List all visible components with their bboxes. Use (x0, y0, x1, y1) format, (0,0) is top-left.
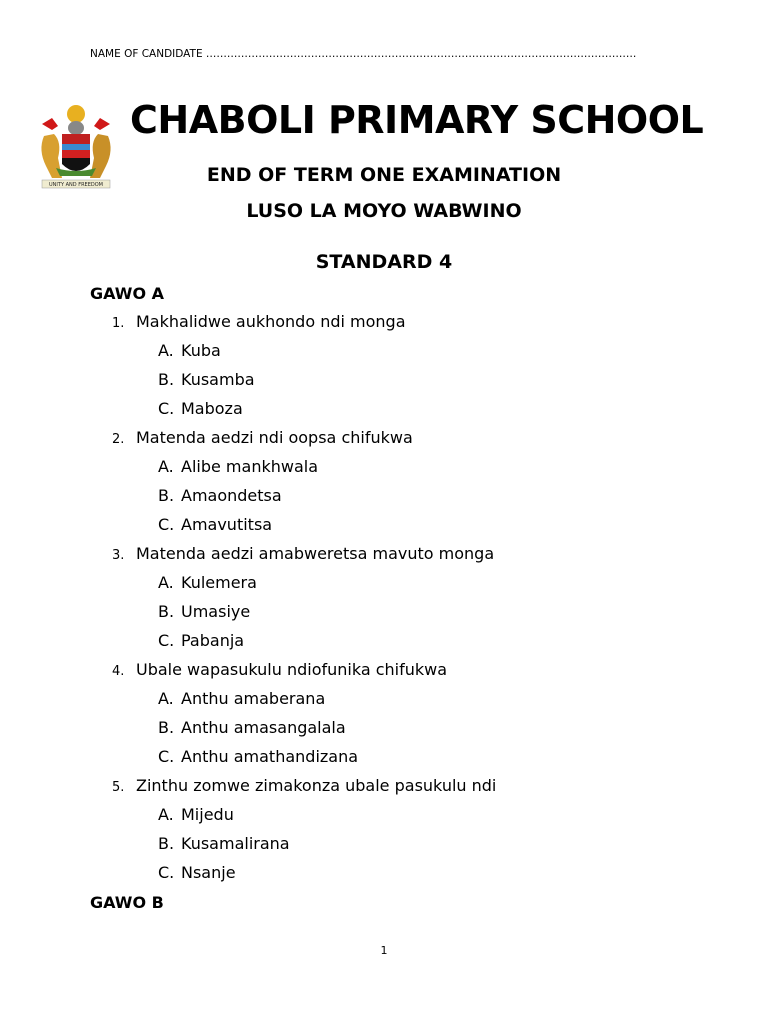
option-text: Kusamba (181, 370, 255, 389)
answer-option (158, 689, 325, 708)
candidate-name-line: NAME OF CANDIDATE …………………………………………………………………………………………………………… (90, 48, 637, 60)
option-letter: C. (158, 399, 175, 418)
option-letter: A. (158, 573, 174, 592)
option-text: Anthu amathandizana (181, 747, 359, 766)
question-number: 2. (112, 432, 125, 447)
option-letter: A. (158, 341, 174, 360)
answer-option (158, 863, 236, 882)
question-number: 1. (112, 316, 125, 331)
option-text: Mijedu (181, 805, 234, 824)
answer-option (158, 834, 290, 853)
option-text: Nsanje (181, 863, 236, 882)
option-letter: C. (158, 631, 175, 650)
answer-option (158, 573, 257, 592)
school-name: CHABOLI PRIMARY SCHOOL (130, 98, 704, 142)
option-letter: B. (158, 718, 175, 737)
answer-option (158, 631, 244, 650)
question-text: Matenda aedzi ndi oopsa chifukwa (136, 428, 413, 447)
answer-option (158, 805, 234, 824)
option-text: Maboza (181, 399, 243, 418)
option-text: Amaondetsa (181, 486, 282, 505)
question-item (112, 312, 406, 331)
question-number: 3. (112, 548, 125, 563)
answer-option (158, 718, 346, 737)
exam-title: END OF TERM ONE EXAMINATION (206, 164, 562, 186)
section-heading: GAWO A (90, 284, 164, 303)
standard-title: STANDARD 4 (315, 251, 453, 273)
option-letter: B. (158, 602, 175, 621)
subject-title: LUSO LA MOYO WABWINO (246, 200, 522, 222)
option-letter: B. (158, 370, 175, 389)
answer-option (158, 515, 272, 534)
option-letter: C. (158, 747, 175, 766)
option-letter: C. (158, 863, 175, 882)
question-text: Matenda aedzi amabweretsa mavuto monga (136, 544, 495, 563)
answer-option (158, 486, 282, 505)
question-item (112, 776, 496, 795)
question-text: Zinthu zomwe zimakonza ubale pasukulu ndi (136, 776, 497, 795)
page-number: 1 (380, 944, 388, 957)
option-letter: A. (158, 805, 174, 824)
answer-option (158, 370, 255, 389)
answer-option (158, 602, 250, 621)
question-item (112, 544, 494, 563)
answer-option (158, 341, 221, 360)
option-text: Anthu amaberana (181, 689, 326, 708)
option-text: Pabanja (181, 631, 245, 650)
option-letter: A. (158, 689, 174, 708)
question-number: 4. (112, 664, 125, 679)
option-text: Alibe mankhwala (181, 457, 318, 476)
option-text: Kuba (181, 341, 221, 360)
option-text: Anthu amasangalala (181, 718, 346, 737)
question-item (112, 660, 447, 679)
option-text: Kulemera (181, 573, 257, 592)
coat-of-arms-motto: UNITY AND FREEDOM (49, 182, 103, 188)
answer-option (158, 747, 358, 766)
answer-option (158, 457, 318, 476)
option-letter: B. (158, 834, 175, 853)
option-text: Umasiye (181, 602, 251, 621)
question-item (112, 428, 413, 447)
question-number: 5. (112, 780, 125, 795)
answer-option (158, 399, 243, 418)
section-heading: GAWO B (90, 893, 164, 912)
question-text: Ubale wapasukulu ndiofunika chifukwa (136, 660, 448, 679)
question-text: Makhalidwe aukhondo ndi monga (136, 312, 406, 331)
option-text: Amavutitsa (181, 515, 273, 534)
option-letter: A. (158, 457, 174, 476)
option-text: Kusamalirana (181, 834, 290, 853)
option-letter: C. (158, 515, 175, 534)
option-letter: B. (158, 486, 175, 505)
